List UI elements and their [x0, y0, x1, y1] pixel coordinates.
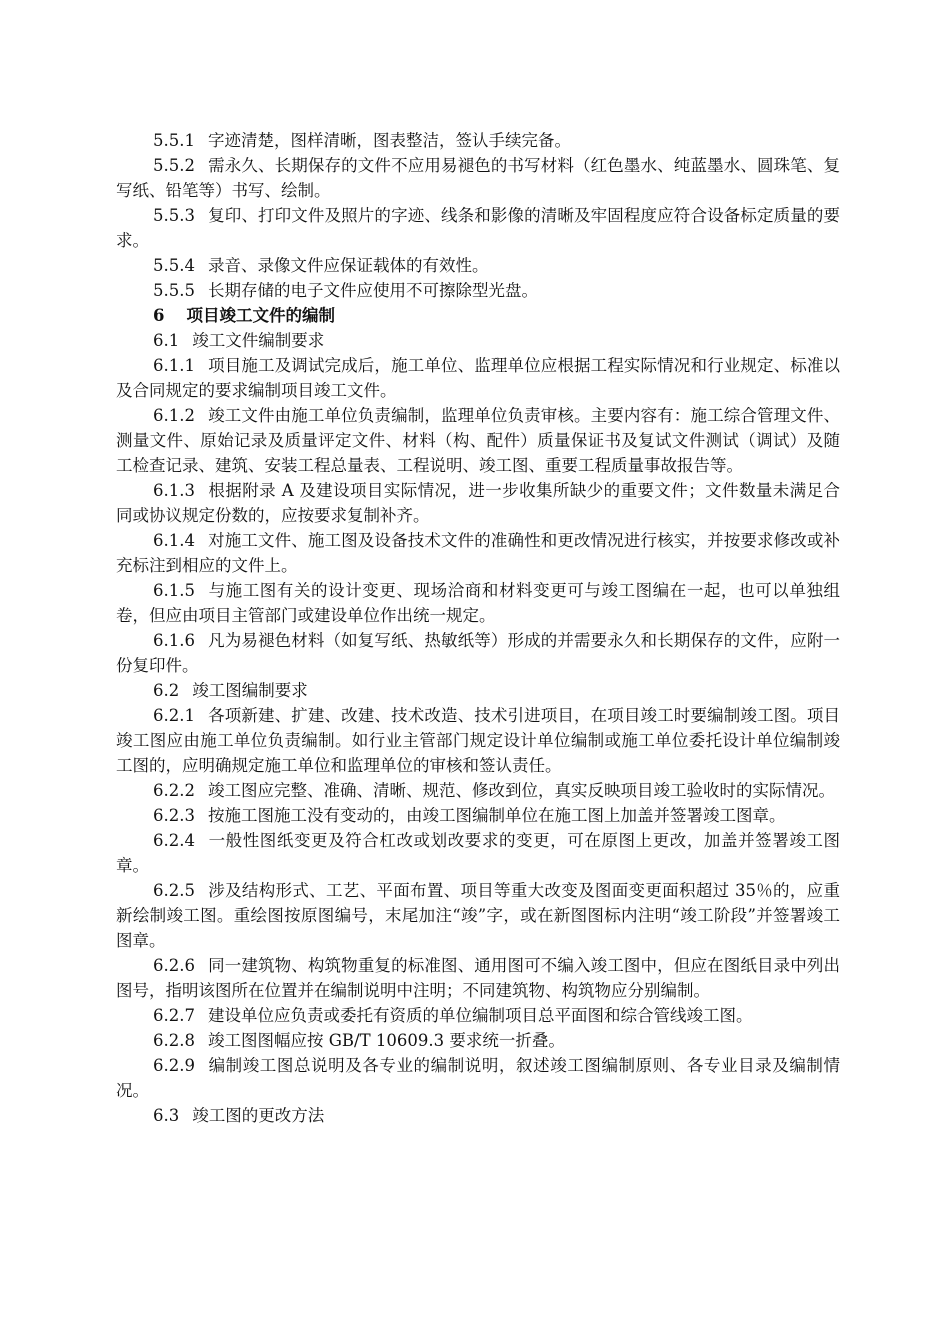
clause-text: 竣工文件由施工单位负责编制，监理单位负责审核。主要内容有：施工综合管理文件、测量文件、原始记录及质量评定文件、材料（构、配件）质量保证书及复试文件测试（调试）及随工检查记录、建筑、安装工程总量表、工程说明、竣工图、重要工程质量事故报告等。 [116, 406, 840, 475]
clause-number: 6.2.7 [153, 1006, 195, 1025]
clause-6-2-3 [116, 803, 840, 828]
clause-text: 竣工图编制要求 [192, 681, 308, 700]
clause-6-1-1 [116, 353, 840, 403]
clause-number: 6.2.6 [153, 956, 195, 975]
subsection-6-2 [116, 678, 840, 703]
clause-6-2-9 [116, 1053, 840, 1103]
clause-number: 6.2.9 [153, 1056, 195, 1075]
clause-text: 一般性图纸变更及符合杠改或划改要求的变更，可在原图上更改，加盖并签署竣工图章。 [116, 831, 840, 875]
clause-text: 建设单位应负责或委托有资质的单位编制项目总平面图和综合管线竣工图。 [207, 1006, 753, 1025]
clause-text: 涉及结构形式、工艺、平面布置、项目等重大改变及图面变更面积超过 35％的，应重新绘制竣工图。重绘图按原图编号，末尾加注“竣”字，或在新图图标内注明“竣工阶段”并签署竣工图章。 [116, 881, 840, 950]
clause-text: 录音、录像文件应保证载体的有效性。 [207, 256, 489, 275]
clause-number: 6.1.3 [153, 481, 195, 500]
clause-6-1-4 [116, 528, 840, 578]
clause-number: 6.3 [153, 1106, 180, 1125]
clause-6-2-7 [116, 1003, 840, 1028]
clause-6-1-5 [116, 578, 840, 628]
clause-6-2-2 [116, 778, 840, 803]
clause-text: 长期存储的电子文件应使用不可擦除型光盘。 [207, 281, 538, 300]
clause-text: 复印、打印文件及照片的字迹、线条和影像的清晰及牢固程度应符合设备标定质量的要求。 [116, 206, 840, 250]
section-number: 6 [153, 306, 165, 325]
clause-number: 5.5.1 [153, 131, 195, 150]
clause-text: 与施工图有关的设计变更、现场洽商和材料变更可与竣工图编在一起，也可以单独组卷，但应由项目主管部门或建设单位作出统一规定。 [116, 581, 840, 625]
clause-6-1-3 [116, 478, 840, 528]
subsection-6-1 [116, 328, 840, 353]
clause-text: 对施工文件、施工图及设备技术文件的准确性和更改情况进行核实，并按要求修改或补充标注到相应的文件上。 [116, 531, 840, 575]
clause-text: 竣工图应完整、准确、清晰、规范、修改到位，真实反映项目竣工验收时的实际情况。 [207, 781, 835, 800]
subsection-6-3 [116, 1103, 840, 1128]
clause-6-2-1 [116, 703, 840, 778]
clause-number: 6.1 [153, 331, 180, 350]
clause-number: 6.2.4 [153, 831, 195, 850]
clause-5-5-2 [116, 153, 840, 203]
clause-number: 6.1.4 [153, 531, 195, 550]
clause-6-2-5 [116, 878, 840, 953]
clause-number: 6.2.3 [153, 806, 195, 825]
clause-text: 项目施工及调试完成后，施工单位、监理单位应根据工程实际情况和行业规定、标准以及合同规定的要求编制项目竣工文件。 [116, 356, 840, 400]
clause-number: 6.2.1 [153, 706, 195, 725]
clause-number: 6.2.2 [153, 781, 195, 800]
clause-number: 6.1.6 [153, 631, 195, 650]
section-heading-6 [116, 303, 840, 328]
clause-number: 6.1.1 [153, 356, 195, 375]
clause-6-1-6 [116, 628, 840, 678]
clause-6-2-6 [116, 953, 840, 1003]
clause-text: 竣工文件编制要求 [192, 331, 325, 350]
clause-number: 5.5.2 [153, 156, 195, 175]
clause-number: 5.5.4 [153, 256, 195, 275]
clause-5-5-4 [116, 253, 840, 278]
clause-text: 根据附录 A 及建设项目实际情况，进一步收集所缺少的重要文件；文件数量未满足合同或协议规定份数的，应按要求复制补齐。 [116, 481, 840, 525]
clause-5-5-5 [116, 278, 840, 303]
clause-text: 竣工图的更改方法 [192, 1106, 325, 1125]
clause-6-2-4 [116, 828, 840, 878]
clause-number: 6.2 [153, 681, 180, 700]
clause-text: 各项新建、扩建、改建、技术改造、技术引进项目，在项目竣工时要编制竣工图。项目竣工图应由施工单位负责编制。如行业主管部门规定设计单位编制或施工单位委托设计单位编制竣工图的，应明确规定施工单位和监理单位的审核和签认责任。 [116, 706, 840, 775]
clause-number: 5.5.3 [153, 206, 195, 225]
clause-text: 需永久、长期保存的文件不应用易褪色的书写材料（红色墨水、纯蓝墨水、圆珠笔、复写纸、铅笔等）书写、绘制。 [116, 156, 840, 200]
clause-number: 6.1.5 [153, 581, 195, 600]
clause-number: 6.1.2 [153, 406, 195, 425]
clause-number: 6.2.5 [153, 881, 195, 900]
clause-5-5-1 [116, 128, 840, 153]
clause-number: 5.5.5 [153, 281, 195, 300]
clause-text: 凡为易褪色材料（如复写纸、热敏纸等）形成的并需要永久和长期保存的文件，应附一份复印件。 [116, 631, 840, 675]
clause-number: 6.2.8 [153, 1031, 195, 1050]
clause-text: 竣工图图幅应按 GB/T 10609.3 要求统一折叠。 [207, 1031, 565, 1050]
clause-text: 同一建筑物、构筑物重复的标准图、通用图可不编入竣工图中，但应在图纸目录中列出图号，指明该图所在位置并在编制说明中注明；不同建筑物、构筑物应分别编制。 [116, 956, 840, 1000]
clause-6-2-8 [116, 1028, 840, 1053]
clause-text: 按施工图施工没有变动的，由竣工图编制单位在施工图上加盖并签署竣工图章。 [207, 806, 786, 825]
clause-5-5-3 [116, 203, 840, 253]
section-title: 项目竣工文件的编制 [186, 306, 335, 325]
clause-6-1-2 [116, 403, 840, 478]
clause-text: 字迹清楚，图样清晰，图表整洁，签认手续完备。 [207, 131, 571, 150]
clause-text: 编制竣工图总说明及各专业的编制说明，叙述竣工图编制原则、各专业目录及编制情况。 [116, 1056, 840, 1100]
document-page [116, 128, 840, 1128]
